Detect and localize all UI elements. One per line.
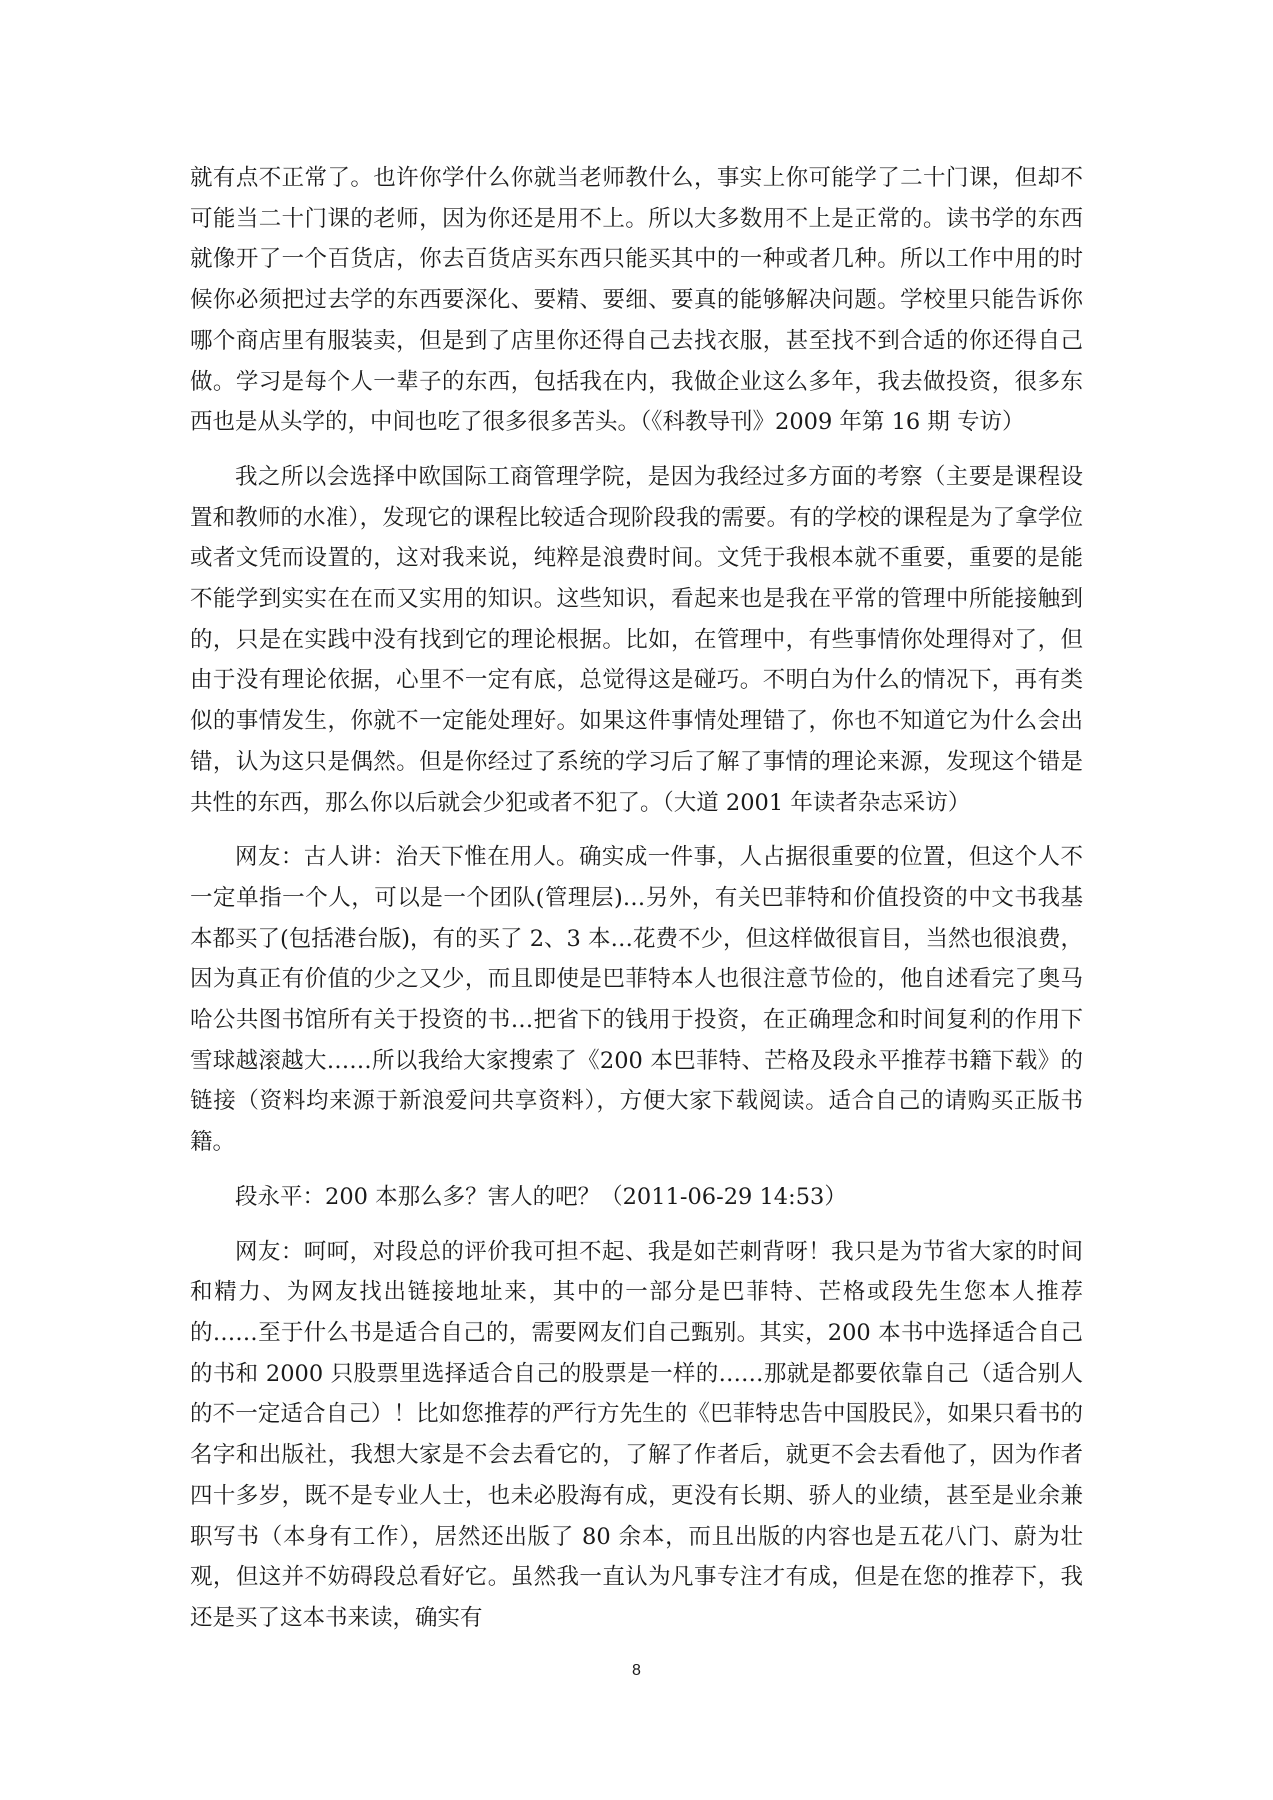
document-body <box>190 158 1083 1653</box>
paragraph-3: 网友：古人讲：治天下惟在用人。确实成一件事，人占据很重要的位置，但这个人不一定单指一个人，可以是一个团队(管理层)…另外，有关巴菲特和价值投资的中文书我基本都买了(包括港台版)，有的买了 2、3 本…花费不少，但这样做很盲目，当然也很浪费，因为真正有价值的少之又少，而且即使是巴菲特本人也很注意节俭的，他自述看完了奥马哈公共图书馆所有关于投资的书…把省下的钱用于投资，在正确理念和时间复利的作用下雪球越滚越大……所以我给大家搜索了《200 本巴菲特、芒格及段永平推荐书籍下载》的链接（资料均来源于新浪爱问共享资料），方便大家下载阅读。适合自己的请购买正版书籍。 <box>190 844 1083 1156</box>
paragraph-5: 网友：呵呵，对段总的评价我可担不起、我是如芒刺背呀！我只是为节省大家的时间和精力、为网友找出链接地址来，其中的一部分是巴菲特、芒格或段先生您本人推荐的……至于什么书是适合自己的，需要网友们自己甄别。其实，200 本书中选择适合自己的书和 2000 只股票里选择适合自己的股票是一样的……那就是都要依靠自己（适合别人的不一定适合自己）！比如您推荐的严行方先生的《巴菲特忠告中国股民》，如果只看书的名字和出版社，我想大家是不会去看它的，了解了作者后，就更不会去看他了，因为作者四十多岁，既不是专业人士，也未必股海有成，更没有长期、骄人的业绩，甚至是业余兼职写书（本身有工作），居然还出版了 80 余本，而且出版的内容也是五花八门、蔚为壮观，但这并不妨碍段总看好它。虽然我一直认为凡事专注才有成，但是在您的推荐下，我还是买了这本书来读，确实有 <box>190 1238 1083 1631</box>
paragraph-1: 就有点不正常了。也许你学什么你就当老师教什么，事实上你可能学了二十门课，但却不可能当二十门课的老师，因为你还是用不上。所以大多数用不上是正常的。读书学的东西就像开了一个百货店，你去百货店买东西只能买其中的一种或者几种。所以工作中用的时候你必须把过去学的东西要深化、要精、要细、要真的能够解决问题。学校里只能告诉你哪个商店里有服装卖，但是到了店里你还得自己去找衣服，甚至找不到合适的你还得自己做。学习是每个人一辈子的东西，包括我在内，我做企业这么多年，我去做投资，很多东西也是从头学的，中间也吃了很多很多苦头。（《科教导刊》2009 年第 16 期 专访） <box>190 165 1083 436</box>
page-number: 8 <box>632 1662 641 1679</box>
paragraph-4: 段永平：200 本那么多？害人的吧？（2011-06-29 14:53） <box>235 1183 847 1210</box>
paragraph-2: 我之所以会选择中欧国际工商管理学院，是因为我经过多方面的考察（主要是课程设置和教师的水准），发现它的课程比较适合现阶段我的需要。有的学校的课程是为了拿学位或者文凭而设置的，这对我来说，纯粹是浪费时间。文凭于我根本就不重要，重要的是能不能学到实实在在而又实用的知识。这些知识，看起来也是我在平常的管理中所能接触到的，只是在实践中没有找到它的理论根据。比如，在管理中，有些事情你处理得对了，但由于没有理论依据，心里不一定有底，总觉得这是碰巧。不明白为什么的情况下，再有类似的事情发生，你就不一定能处理好。如果这件事情处理错了，你也不知道它为什么会出错，认为这只是偶然。但是你经过了系统的学习后了解了事情的理论来源，发现这个错是共性的东西，那么你以后就会少犯或者不犯了。（大道 2001 年读者杂志采访） <box>190 463 1083 816</box>
